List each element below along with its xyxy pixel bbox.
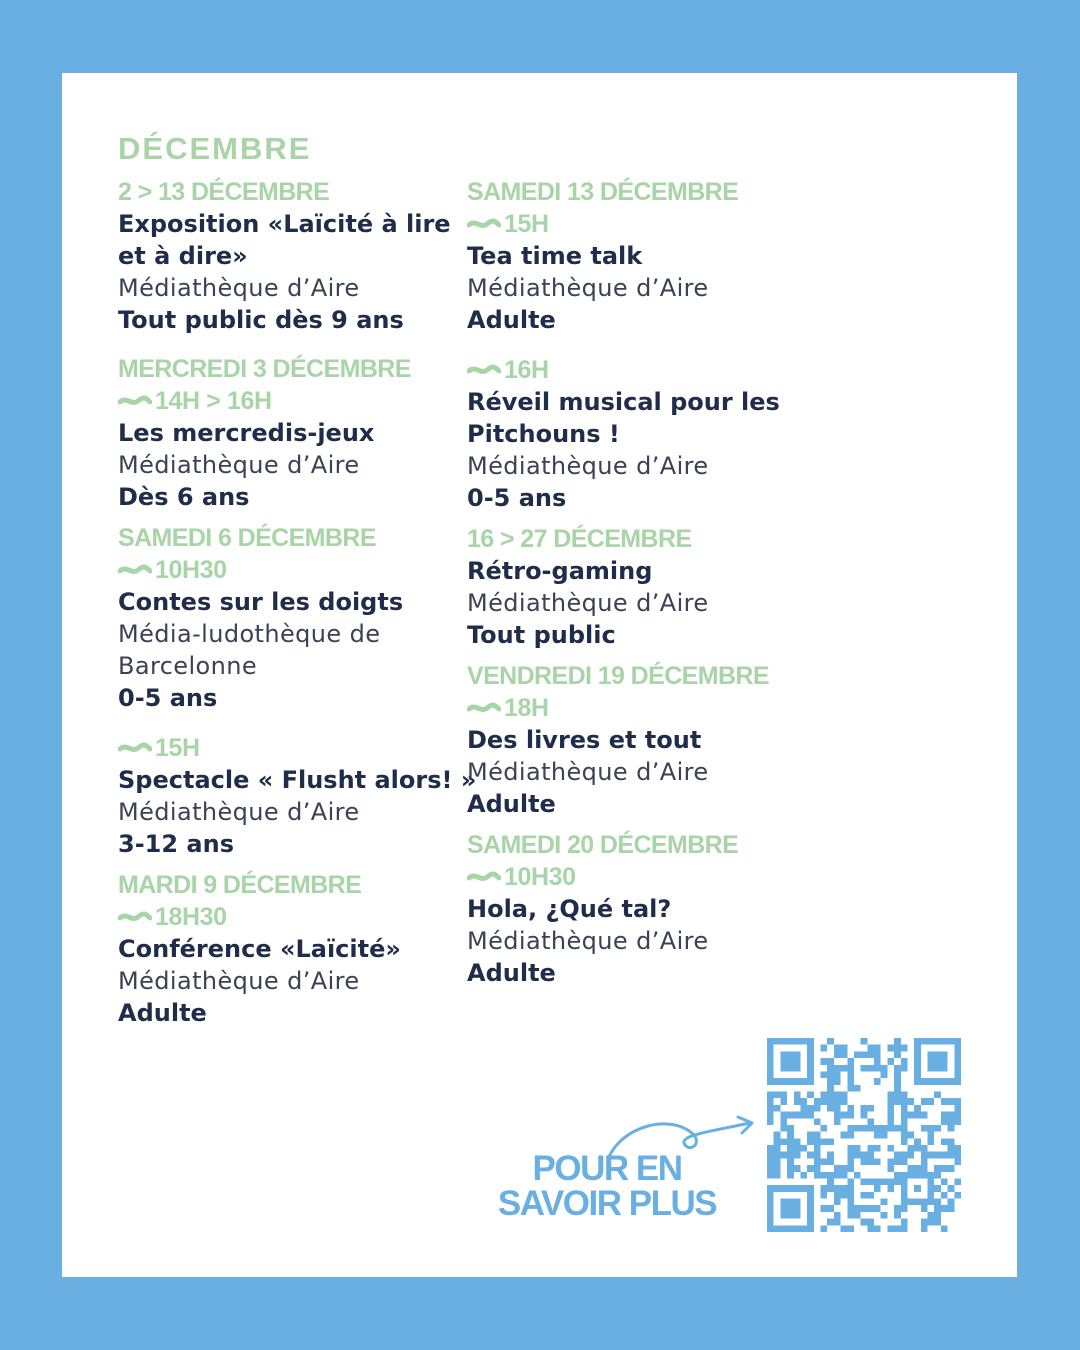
event-place: Médiathèque d’Aire xyxy=(467,927,709,955)
event xyxy=(118,354,478,513)
event xyxy=(467,524,827,651)
event xyxy=(118,177,478,336)
event-date: 16 > 27 DÉCEMBRE xyxy=(467,525,692,553)
event-title: Conférence «Laïcité» xyxy=(118,935,401,963)
event-audience: 0-5 ans xyxy=(118,684,218,712)
qr-code[interactable] xyxy=(767,1038,961,1232)
event-place: Médiathèque d’Aire xyxy=(467,452,709,480)
event-audience: Tout public xyxy=(467,621,616,649)
event-title: Les mercredis-jeux xyxy=(118,419,375,447)
event-date: MARDI 9 DÉCEMBRE xyxy=(118,871,362,899)
event-date: SAMEDI 13 DÉCEMBRE xyxy=(467,178,739,206)
event xyxy=(118,870,478,1029)
event-audience: Adulte xyxy=(467,306,556,334)
event-date: MERCREDI 3 DÉCEMBRE xyxy=(118,355,411,383)
event-place: Médiathèque d’Aire xyxy=(467,274,709,302)
event-place: Médiathèque d’Aire xyxy=(118,967,360,995)
event-time: 10H30 xyxy=(467,861,827,893)
wave-icon xyxy=(467,701,501,715)
program-card xyxy=(62,73,1017,1277)
event-audience: Tout public dès 9 ans xyxy=(118,306,404,334)
wave-icon xyxy=(467,870,501,884)
event-title: Rétro-gaming xyxy=(467,557,653,585)
event xyxy=(467,830,827,989)
events-column-left xyxy=(118,177,478,1029)
event-date: SAMEDI 6 DÉCEMBRE xyxy=(118,524,376,552)
event xyxy=(467,354,827,514)
event-title: Spectacle « Flusht alors! » xyxy=(118,766,477,794)
event-audience: Dès 6 ans xyxy=(118,483,250,511)
event xyxy=(118,523,478,714)
event-audience: Adulte xyxy=(118,999,207,1027)
wave-icon xyxy=(118,563,152,577)
event-time: 18H xyxy=(467,692,827,724)
wave-icon xyxy=(118,910,152,924)
event-place: Médiathèque d’Aire xyxy=(118,274,360,302)
event-date: VENDREDI 19 DÉCEMBRE xyxy=(467,662,769,690)
event-time: 15H xyxy=(467,208,827,240)
event-title: Contes sur les doigts xyxy=(118,588,404,616)
month-heading: DÉCEMBRE xyxy=(118,131,312,166)
event-place: Médiathèque d’Aire xyxy=(118,798,360,826)
event-place: Médiathèque d’Aire xyxy=(118,451,360,479)
wave-icon xyxy=(467,217,501,231)
wave-icon xyxy=(118,394,152,408)
event-audience: 3-12 ans xyxy=(118,830,234,858)
wave-icon xyxy=(118,741,152,755)
event-place: Médiathèque d’Aire xyxy=(467,758,709,786)
event-time: 15H xyxy=(118,732,478,764)
event-date: SAMEDI 20 DÉCEMBRE xyxy=(467,831,739,859)
event xyxy=(467,177,827,336)
more-info-label: POUR EN SAVOIR PLUS xyxy=(497,1149,717,1223)
event-title: Des livres et tout xyxy=(467,726,702,754)
event-audience: Adulte xyxy=(467,790,556,818)
events-column-right xyxy=(467,177,827,989)
event-audience: 0-5 ans xyxy=(467,484,567,512)
wave-icon xyxy=(467,363,501,377)
event-date: 2 > 13 DÉCEMBRE xyxy=(118,178,330,206)
event-time: 14H > 16H xyxy=(118,385,478,417)
event-title: Réveil musical pour les Pitchouns ! xyxy=(467,388,780,448)
event-audience: Adulte xyxy=(467,959,556,987)
event-place: Médiathèque d’Aire xyxy=(467,589,709,617)
event-place: Média-ludothèque de Barcelonne xyxy=(118,620,381,680)
event-title: Hola, ¿Qué tal? xyxy=(467,895,672,923)
event-title: Exposition «Laïcité à lire et à dire» xyxy=(118,210,451,270)
event xyxy=(118,732,478,860)
event-time: 18H30 xyxy=(118,901,478,933)
event-title: Tea time talk xyxy=(467,242,643,270)
event xyxy=(467,661,827,820)
event-time: 16H xyxy=(467,354,827,386)
event-time: 10H30 xyxy=(118,554,478,586)
